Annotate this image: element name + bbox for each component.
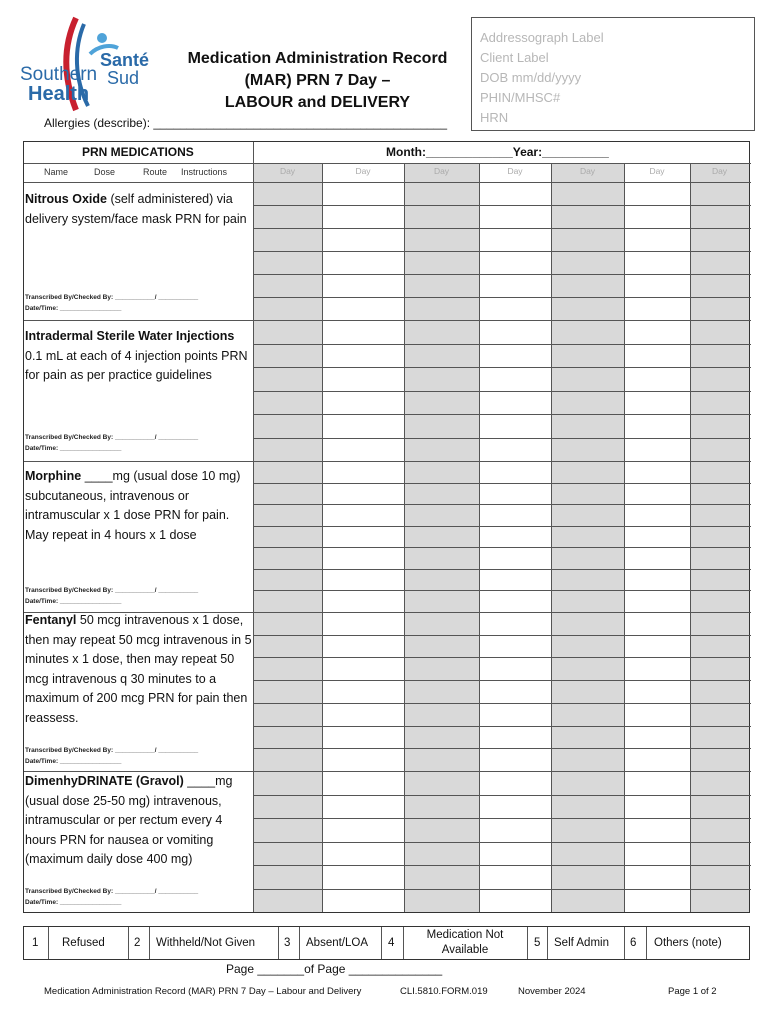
legend-num: 6 bbox=[630, 937, 637, 949]
addr-line: Client Label bbox=[480, 50, 549, 65]
legend-num: 4 bbox=[388, 937, 395, 949]
logo-sud: Sud bbox=[107, 68, 140, 88]
legend-label: Withheld/Not Given bbox=[156, 937, 256, 949]
transcribed-block[interactable]: Transcribed By/Checked By: ___________/ ___________ Date/Time: _________________ bbox=[25, 747, 199, 765]
addr-line: Addressograph Label bbox=[480, 30, 604, 45]
form-title bbox=[150, 48, 485, 114]
day-label: Day bbox=[279, 166, 296, 176]
logo-southern: Southern bbox=[20, 64, 98, 85]
title-line-2: (MAR) PRN 7 Day – bbox=[244, 72, 391, 89]
transcribed-block[interactable]: Transcribed By/Checked By: ___________/ ___________ Date/Time: _________________ bbox=[25, 294, 199, 312]
day-label: Day bbox=[579, 166, 596, 176]
footer-code: CLI.5810.FORM.019 bbox=[400, 986, 488, 997]
col-instructions: Instructions bbox=[181, 167, 228, 177]
med-gravol: DimenhyDRINATE (Gravol) ____mg (usual dose 25-50 mg) intravenous, intramuscular or per rectum every 4 hours PRN for nausea or vomiting (maximum daily dose 400 mg) bbox=[25, 774, 233, 866]
legend-num: 1 bbox=[32, 937, 39, 949]
legend-label: Absent/LOA bbox=[306, 937, 369, 949]
legend-label: Medication Not Available bbox=[426, 929, 504, 956]
legend-label: Others (note) bbox=[654, 937, 722, 949]
addr-line: DOB mm/dd/yyyy bbox=[480, 70, 582, 85]
day-label: Day bbox=[711, 166, 728, 176]
col-dose: Dose bbox=[94, 167, 116, 177]
transcribed-block[interactable]: Transcribed By/Checked By: ___________/ ___________ Date/Time: _________________ bbox=[25, 587, 199, 605]
day-label: Day bbox=[355, 166, 371, 176]
addr-line: HRN bbox=[480, 110, 509, 125]
legend-label: Refused bbox=[62, 937, 105, 949]
col-route: Route bbox=[143, 167, 168, 177]
transcribed-block[interactable]: Transcribed By/Checked By: ___________/ ___________ Date/Time: _________________ bbox=[25, 888, 199, 906]
day-label: Day bbox=[649, 166, 665, 176]
logo-sante: Santé bbox=[100, 50, 150, 70]
legend-bar bbox=[23, 926, 750, 960]
legend-label: Self Admin bbox=[554, 937, 609, 949]
med-sterile-water: Intradermal Sterile Water Injections 0.1 mL at each of 4 injection points PRN for pain as per practice guidelines bbox=[25, 329, 248, 382]
allergies-field[interactable]: Allergies (describe): ____________________________________________ bbox=[44, 116, 448, 130]
title-line-3: LABOUR and DELIVERY bbox=[224, 94, 411, 111]
day-label: Day bbox=[433, 166, 450, 176]
med-nitrous-oxide: Nitrous Oxide (self administered) via delivery system/face mask PRN for pain bbox=[25, 192, 247, 226]
legend-num: 3 bbox=[284, 937, 291, 949]
transcribed-block[interactable]: Transcribed By/Checked By: ___________/ ___________ Date/Time: _________________ bbox=[25, 434, 199, 452]
month-year-field[interactable]: Month:_____________Year:__________ bbox=[386, 145, 609, 159]
legend-num: 5 bbox=[534, 937, 541, 949]
med-fentanyl: Fentanyl 50 mcg intravenous x 1 dose, then may repeat 50 mcg intravenous in 5 minutes x 1 dose, then may repeat 50 mcg intravenous q 30 minutes to a maximum of 200 mcg PRN for pain then reassess. bbox=[25, 613, 252, 725]
page-of-field[interactable]: Page _______of Page ______________ bbox=[226, 962, 443, 976]
footer-page: Page 1 of 2 bbox=[668, 986, 717, 997]
legend-num: 2 bbox=[134, 937, 141, 949]
med-morphine: Morphine ____mg (usual dose 10 mg) subcutaneous, intravenous or intramuscular x 1 dose PRN for pain. May repeat in 4 hours x 1 dose bbox=[25, 469, 241, 542]
logo-health: Health bbox=[28, 83, 90, 105]
col-name: Name bbox=[44, 167, 69, 177]
addressograph-box[interactable] bbox=[471, 17, 755, 131]
day-label: Day bbox=[507, 166, 523, 176]
addr-line: PHIN/MHSC# bbox=[480, 90, 561, 105]
title-line-1: Medication Administration Record bbox=[187, 50, 448, 67]
prn-header: PRN MEDICATIONS bbox=[82, 145, 194, 159]
footer-title: Medication Administration Record (MAR) PRN 7 Day – Labour and Delivery bbox=[44, 986, 362, 997]
footer-date: November 2024 bbox=[518, 986, 586, 997]
